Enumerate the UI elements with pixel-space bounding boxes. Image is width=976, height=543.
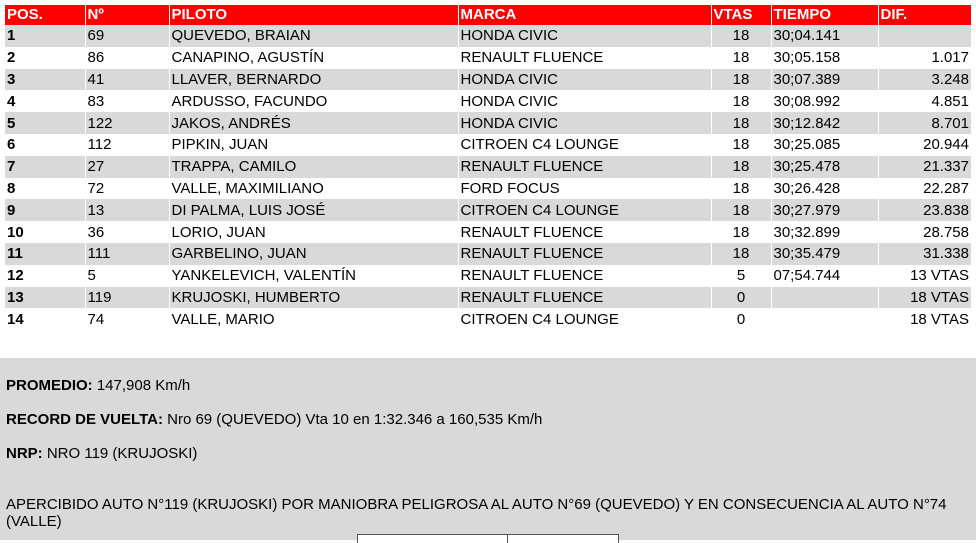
pos-cell: 11 <box>5 243 85 265</box>
tiempo-cell: 30;25.478 <box>771 156 878 178</box>
num-cell: 86 <box>85 47 169 69</box>
tiempo-cell: 30;07.389 <box>771 69 878 91</box>
table-row <box>5 243 971 265</box>
pos-cell: 5 <box>5 112 85 134</box>
vtas-cell: 0 <box>711 308 771 330</box>
header-pos: POS. <box>5 5 85 25</box>
tiempo-cell: 30;05.158 <box>771 47 878 69</box>
pos-cell: 3 <box>5 69 85 91</box>
table-row <box>5 287 971 309</box>
num-cell: 36 <box>85 221 169 243</box>
table-row <box>5 112 971 134</box>
num-cell: 13 <box>85 199 169 221</box>
vtas-cell: 18 <box>711 25 771 47</box>
vtas-cell: 18 <box>711 112 771 134</box>
table-row <box>5 25 971 47</box>
vtas-cell: 18 <box>711 156 771 178</box>
dif-cell: 3.248 <box>878 69 971 91</box>
table-row <box>5 134 971 156</box>
num-cell: 74 <box>85 308 169 330</box>
pos-cell: 7 <box>5 156 85 178</box>
tiempo-cell: 30;27.979 <box>771 199 878 221</box>
table-stub-left <box>357 534 509 543</box>
header-tiempo: TIEMPO <box>771 5 878 25</box>
vtas-cell: 18 <box>711 178 771 200</box>
table-row <box>5 221 971 243</box>
marca-cell: HONDA CIVIC <box>458 112 711 134</box>
apercibido-line: APERCIBIDO AUTO N°119 (KRUJOSKI) POR MANIOBRA PELIGROSA AL AUTO N°69 (QUEVEDO) Y EN CONSECUENCIA AL AUTO N°74 (VALLE) <box>6 496 947 530</box>
marca-cell: RENAULT FLUENCE <box>458 221 711 243</box>
num-cell: 69 <box>85 25 169 47</box>
num-cell: 72 <box>85 178 169 200</box>
piloto-cell: JAKOS, ANDRÉS <box>169 112 458 134</box>
dif-cell: 20.944 <box>923 136 969 154</box>
vtas-cell: 18 <box>711 221 771 243</box>
tiempo-cell: 30;32.899 <box>771 221 878 243</box>
pos-cell: 12 <box>5 265 85 287</box>
num-cell: 112 <box>85 134 169 156</box>
tiempo-cell: 30;12.842 <box>771 112 878 134</box>
piloto-cell: TRAPPA, CAMILO <box>169 156 458 178</box>
pos-cell: 10 <box>5 221 85 243</box>
tiempo-cell: 30;35.479 <box>771 243 878 265</box>
piloto-cell: ARDUSSO, FACUNDO <box>169 90 458 112</box>
record-line <box>6 411 542 428</box>
results-table <box>5 5 971 330</box>
marca-cell: RENAULT FLUENCE <box>458 243 711 265</box>
pos-cell: 2 <box>5 47 85 69</box>
pos-cell: 6 <box>5 134 85 156</box>
dif-cell: 18 VTAS <box>910 310 969 328</box>
marca-cell: CITROEN C4 LOUNGE <box>458 308 711 330</box>
tiempo-cell: 30;25.085 <box>771 134 878 156</box>
dif-cell: 28.758 <box>923 223 969 241</box>
pos-cell: 4 <box>5 90 85 112</box>
dif-cell: 18 VTAS <box>878 287 971 309</box>
header-dif: DIF. <box>878 5 971 25</box>
vtas-cell: 18 <box>711 199 771 221</box>
vtas-cell: 5 <box>711 265 771 287</box>
num-cell: 122 <box>85 112 169 134</box>
promedio-line <box>6 377 190 394</box>
pos-cell: 8 <box>5 178 85 200</box>
marca-cell: FORD FOCUS <box>458 178 711 200</box>
marca-cell: RENAULT FLUENCE <box>458 265 711 287</box>
dif-cell: 22.287 <box>923 179 969 197</box>
header-num: Nº <box>85 5 169 25</box>
num-cell: 5 <box>85 265 169 287</box>
vtas-cell: 18 <box>711 134 771 156</box>
tiempo-cell <box>771 287 878 309</box>
marca-cell: CITROEN C4 LOUNGE <box>458 199 711 221</box>
tiempo-cell: 30;26.428 <box>771 178 878 200</box>
piloto-cell: LORIO, JUAN <box>169 221 458 243</box>
header-marca: MARCA <box>458 5 711 25</box>
table-row <box>5 308 971 330</box>
piloto-cell: KRUJOSKI, HUMBERTO <box>169 287 458 309</box>
marca-cell: HONDA CIVIC <box>458 25 711 47</box>
record-label: RECORD DE VUELTA: <box>6 411 163 428</box>
dif-cell <box>878 25 971 47</box>
dif-cell: 8.701 <box>878 112 971 134</box>
header-row <box>5 5 971 25</box>
vtas-cell: 18 <box>711 243 771 265</box>
table-row <box>5 90 971 112</box>
record-value: Nro 69 (QUEVEDO) Vta 10 en 1:32.346 a 160,535 Km/h <box>162 411 543 428</box>
promedio-label: PROMEDIO: <box>6 377 93 394</box>
tiempo-cell: 30;04.141 <box>771 25 878 47</box>
num-cell: 119 <box>85 287 169 309</box>
vtas-cell: 18 <box>711 69 771 91</box>
dif-cell: 13 VTAS <box>910 267 969 285</box>
pos-cell: 14 <box>5 308 85 330</box>
marca-cell: RENAULT FLUENCE <box>458 287 711 309</box>
dif-cell: 23.838 <box>878 199 971 221</box>
num-cell: 111 <box>85 243 169 265</box>
tiempo-cell: 30;08.992 <box>771 90 878 112</box>
vtas-cell: 0 <box>711 287 771 309</box>
dif-cell: 31.338 <box>878 243 971 265</box>
piloto-cell: DI PALMA, LUIS JOSÉ <box>169 199 458 221</box>
table-row <box>5 47 971 69</box>
dif-cell: 21.337 <box>878 156 971 178</box>
num-cell: 41 <box>85 69 169 91</box>
marca-cell: HONDA CIVIC <box>458 90 711 112</box>
table-row <box>5 69 971 91</box>
pos-cell: 9 <box>5 199 85 221</box>
marca-cell: CITROEN C4 LOUNGE <box>458 134 711 156</box>
promedio-value: 147,908 Km/h <box>92 377 191 394</box>
dif-cell: 4.851 <box>931 92 969 110</box>
pos-cell: 13 <box>5 287 85 309</box>
piloto-cell: YANKELEVICH, VALENTÍN <box>169 265 458 287</box>
tiempo-cell: 07;54.744 <box>771 265 878 287</box>
vtas-cell: 18 <box>711 90 771 112</box>
table-row <box>5 199 971 221</box>
nrp-label: NRP: <box>6 445 43 462</box>
nrp-line <box>6 445 197 462</box>
marca-cell: HONDA CIVIC <box>458 69 711 91</box>
table-row <box>5 178 971 200</box>
race-notes <box>0 358 976 540</box>
marca-cell: RENAULT FLUENCE <box>458 47 711 69</box>
piloto-cell: CANAPINO, AGUSTÍN <box>169 47 458 69</box>
header-vtas: VTAS <box>711 5 771 25</box>
piloto-cell: GARBELINO, JUAN <box>169 243 458 265</box>
piloto-cell: LLAVER, BERNARDO <box>169 69 458 91</box>
piloto-cell: QUEVEDO, BRAIAN <box>169 25 458 47</box>
table-row <box>5 156 971 178</box>
piloto-cell: PIPKIN, JUAN <box>169 134 458 156</box>
tiempo-cell <box>771 308 878 330</box>
vtas-cell: 18 <box>711 47 771 69</box>
table-row <box>5 265 971 287</box>
piloto-cell: VALLE, MARIO <box>169 308 458 330</box>
table-stub-right <box>507 534 619 543</box>
num-cell: 27 <box>85 156 169 178</box>
num-cell: 83 <box>85 90 169 112</box>
pos-cell: 1 <box>5 25 85 47</box>
dif-cell: 1.017 <box>931 49 969 67</box>
nrp-value: NRO 119 (KRUJOSKI) <box>42 445 198 462</box>
marca-cell: RENAULT FLUENCE <box>458 156 711 178</box>
piloto-cell: VALLE, MAXIMILIANO <box>169 178 458 200</box>
header-piloto: PILOTO <box>169 5 458 25</box>
